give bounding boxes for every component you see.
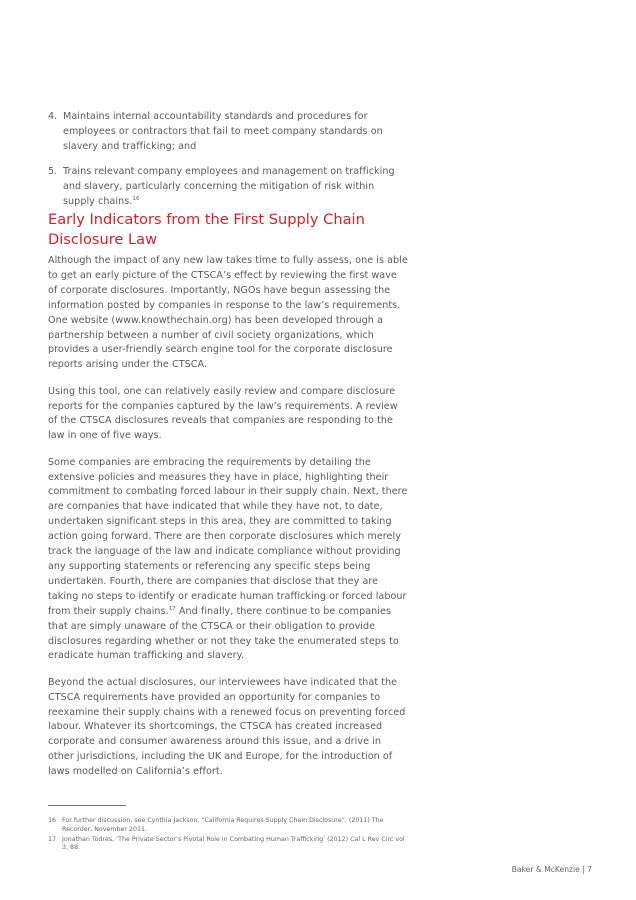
footnotes: [48, 817, 408, 854]
list-item: [48, 165, 408, 209]
footnote: [48, 817, 408, 834]
numbered-list: [48, 110, 408, 221]
footnote-number: 16: [48, 817, 57, 824]
paragraph: Beyond the actual disclosures, our interviewees have indicated that the CTSCA requirements have provided an opportunity for companies to reexamine their supply chains with a renewed focus on preventing forced labour. Whatever its shortcomings, the CTSCA has created increased corporate and consumer awareness around this issue, and a drive in other jurisdictions, including the UK and Europe, for the introduction of laws modelled on California’s effort.: [48, 676, 406, 778]
footnote-divider: [48, 805, 126, 806]
footnote: [48, 836, 408, 853]
footnote-text: For further discussion, see Cynthia Jackson, “California Requires Supply Chain Disclosure”, (2011) The Recorder, November 2011.: [62, 817, 384, 833]
paragraph-text: And finally, there continue to be companies that are simply unaware of the CTSCA or their obligation to provide disclosures regarding whether or not they take the enumerated steps to eradicate human trafficking and slavery.: [48, 605, 399, 662]
paragraph-text: Some companies are embracing the requirements by detailing the extensive policies and measures they have in place, highlighting their commitment to combating forced labour in their supply chain. Next, there are companies that have indicated that while they have not, to date, undertaken significant steps in this area, they are committed to taking action going forward. There are then corporate disclosures which merely track the language of the law and indicate compliance without providing any supporting statements or referencing any specific steps being undertaken. Fourth, there are companies that disclose that they are taking no steps to identify or eradicate human trafficking or forced labour from their supply chains.: [48, 456, 408, 617]
list-item-number: 4.: [48, 111, 58, 122]
paragraph: Using this tool, one can relatively easily review and compare disclosure reports for the companies captured by the law’s requirements. A review of the CTSCA disclosures reveals that companies are responding to the law in one of five ways.: [48, 385, 398, 442]
paragraph: Although the impact of any new law takes time to fully assess, one is able to get an early picture of the CTSCA’s effect by reviewing the first wave of corporate disclosures. Importantly, NGOs have begun assessing the information posted by companies in response to the law’s requirements. One website (www.knowthechain.org) has been developed through a partnership between a number of civil society organizations, which provides a user-friendly search engine tool for the corporate disclosure reports arising under the CTSCA.: [48, 255, 408, 371]
footnote-ref[interactable]: 17: [168, 605, 176, 612]
list-item: [48, 110, 408, 154]
list-item-text: Trains relevant company employees and management on trafficking and slavery, particularly concerning the mitigation of risk within supply chains.: [63, 166, 395, 207]
list-item-text: Maintains internal accountability standards and procedures for employees or contractors that fail to meet company standards on slavery and trafficking; and: [63, 111, 383, 152]
list-item-number: 5.: [48, 166, 58, 178]
footnote-number: 17: [48, 835, 57, 843]
paragraph: [48, 456, 408, 665]
footnote-text: Jonathan Todres, ‘The Private Sector’s Pivotal Role in Combating Human Trafficking’ (2012) Cal L Rev Circ vol 3, 88.: [62, 835, 405, 852]
body-text: [48, 254, 408, 791]
footnote-ref[interactable]: 16: [132, 195, 140, 202]
section-heading: Early Indicators from the First Supply Chain Disclosure Law: [48, 211, 365, 248]
page-footer: Baker & McKenzie | 7: [511, 865, 592, 874]
